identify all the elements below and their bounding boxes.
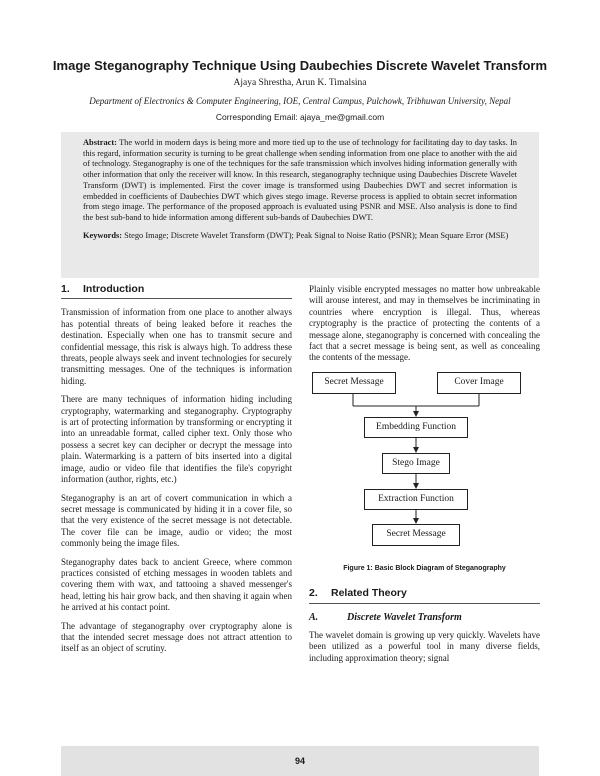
right-column	[309, 284, 540, 671]
abstract-label: Abstract:	[83, 138, 117, 147]
paragraph: Plainly visible encrypted messages no matter how unbreakable will arouse interest, and may in themselves be incriminating in countries where encryption is illegal. Thus, whereas cryptography is the practice of protecting the contents of a message alone, steganography is concerned with concealing the fact that a secret message is being sent, as well as concealing the contents of the message.	[309, 284, 540, 363]
subsection-number: A.	[309, 611, 319, 623]
box-stego-image: Stego Image	[382, 453, 450, 474]
paragraph: There are many techniques of information hiding including cryptography, watermarking and steganography. Cryptography is art of protecting information by transforming or encrypting it into an unreadable format, called cipher text. Only those who possess a secret key can decipher or decrypt the message into plain. Watermarking is a pattern of bits inserted into a digital image, audio or video file that identifies the file's copyright information (author, rights, etc.)	[61, 394, 292, 485]
section-number: 2.	[309, 587, 318, 600]
paragraph: The wavelet domain is growing up very quickly. Wavelets have been utilized as a powerful tool in many diverse fields, including approximation theory; signal	[309, 630, 540, 663]
subsection-heading-dwt	[309, 612, 540, 623]
page-number: 94	[294, 756, 305, 766]
paper-title: Image Steganography Technique Using Daubechies Discrete Wavelet Transform	[52, 58, 548, 73]
paragraph: The advantage of steganography over cryptography alone is that the intended secret message does not attract attention to itself as an object of scrutiny.	[61, 620, 292, 654]
abstract-text: The world in modern days is being more and more tied up to the use of technology for facilitating day to day tasks. In this regard, information security is turning to be great challenge when sending information from one place to another with the aid of technology. Steganography is one of the techniques for the safe transmission which involves hiding information generally with other information that only the receiver will know. In this research, steganography technique using Daubechies Discrete Wavelet Transform (DWT) is implemented. First the cover image is transformed using Daubechies DWT and secret information is embedded in coefficients of Daubechies DWT which gives stego image. Reverse process is applied to obtain secret information from stego image. The performance of the proposed approach is evaluated using PSNR and MSE. Also analysis is done to find the best sub-band to hide information among different sub-bands of Daubechies DWT.	[83, 138, 517, 222]
box-secret-message-output: Secret Message	[372, 524, 460, 546]
keywords-text: Stego Image; Discrete Wavelet Transform (DWT); Peak Signal to Noise Ratio (PSNR); Mean Square Error (MSE)	[124, 230, 509, 240]
left-column	[61, 284, 292, 662]
abstract-box	[61, 132, 539, 278]
steganography-block-diagram	[309, 372, 540, 557]
section-number: 1.	[61, 283, 70, 295]
section-heading-related-theory	[309, 588, 540, 603]
keywords-label: Keywords:	[83, 230, 123, 240]
figure-caption: Figure 1: Basic Block Diagram of Steganography	[343, 564, 506, 572]
box-embedding-function: Embedding Function	[364, 417, 468, 438]
box-secret-message: Secret Message	[312, 372, 396, 394]
page-footer	[61, 746, 539, 776]
abstract	[83, 138, 517, 224]
affiliation: Department of Electronics & Computer Engineering, IOE, Central Campus, Pulchowk, Tribhuwan University, Nepal	[89, 96, 511, 106]
authors: Ajaya Shrestha, Arun K. Timalsina	[233, 78, 367, 88]
corresponding-email: Corresponding Email: ajaya_me@gmail.com	[215, 112, 385, 122]
subsection-title: Discrete Wavelet Transform	[347, 611, 462, 623]
section-heading-introduction	[61, 284, 292, 299]
keywords	[83, 231, 517, 242]
box-cover-image: Cover Image	[437, 372, 521, 394]
section-title: Related Theory	[331, 587, 407, 600]
section-title: Introduction	[83, 283, 145, 295]
paragraph: Steganography dates back to ancient Greece, where common practices consisted of etching messages in wooden tablets and covering them with wax, and tattooing a shaved messenger's head, letting his hair grow back, and then shaving it again when he arrived at his contact point.	[61, 556, 292, 613]
box-extraction-function: Extraction Function	[364, 489, 468, 510]
paragraph: Steganography is an art of covert communication in which a secret message is communicated by hiding it in a cover file, so that the very existence of the secret message is not detectable. The cover file can be image, audio or video; the most commonly being the image files.	[61, 492, 292, 549]
paragraph: Transmission of information from one place to another always has potential threats of being leaked before it reaches the destination. Especially when one has to transmit secure and confidential message, this risk is always high. To address these threats, people always seek and invent technologies for securely transmitting messages. One of the techniques is information hiding.	[61, 307, 292, 386]
